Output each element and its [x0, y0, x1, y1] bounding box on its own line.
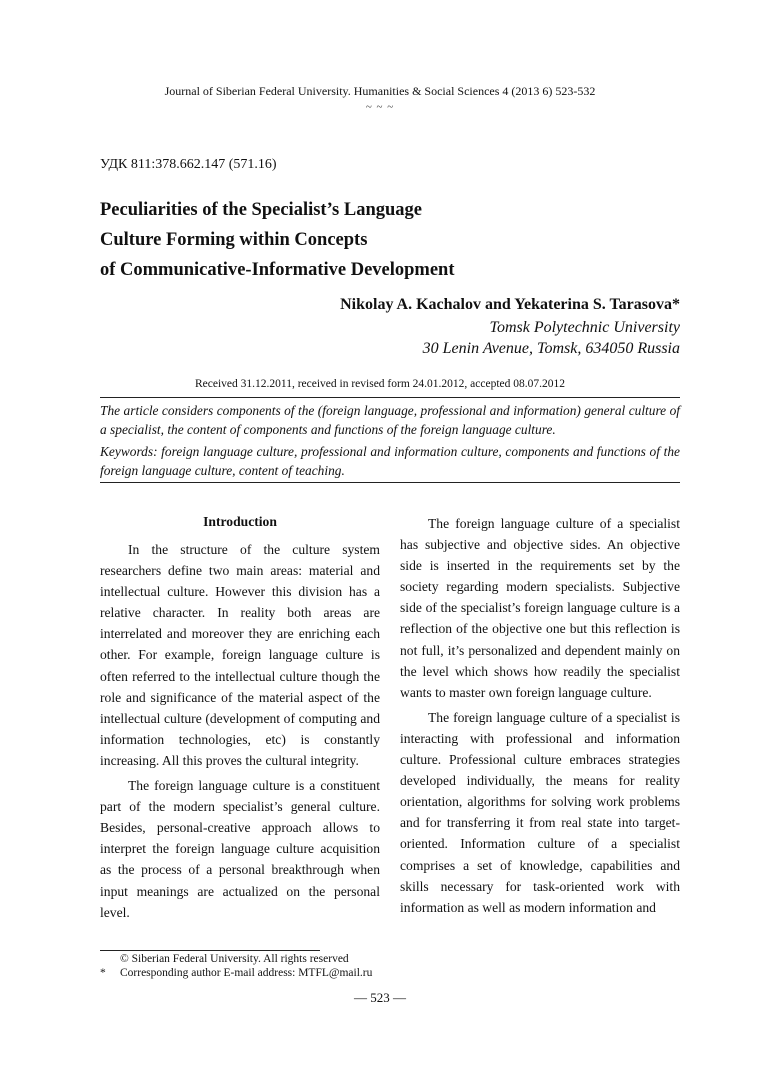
footnote-corresponding	[100, 967, 372, 979]
received-dates: Received 31.12.2011, received in revised form 24.01.2012, accepted 08.07.2012	[194, 378, 566, 390]
title-line: of Communicative-Informative Development	[100, 260, 455, 280]
title-line: Peculiarities of the Specialist’s Language	[100, 200, 423, 220]
footnote-star: *	[100, 967, 106, 979]
affiliation-address: 30 Lenin Avenue, Tomsk, 634050 Russia	[422, 340, 680, 357]
udk-code: УДК 811:378.662.147 (571.16)	[100, 157, 277, 172]
corresponding-text: Corresponding author E-mail address: MTFL@mail.ru	[120, 967, 373, 979]
right-column	[400, 513, 680, 922]
page-number: — 523 —	[354, 990, 406, 1005]
footnote-copyright	[100, 953, 349, 965]
affiliation	[423, 317, 680, 359]
footnote-divider	[100, 950, 320, 951]
paragraph: In the structure of the culture system researchers define two main areas: material and intellectual culture. However this division has a relative character. In reality both areas are interrelated and moreover they are enriching each other. For example, foreign language culture is often referred to the intellectual culture though the role and significance of the material aspect of the intellectual culture (development of computing and information technologies, etc) is constantly increasing. All this proves the cultural integrity.	[100, 542, 380, 768]
paragraph: The foreign language culture is a constituent part of the modern specialist’s general culture. Besides, personal-creative approach allows to interpret the foreign language culture acquisition as the process of a personal breakthrough when input meanings are actualized on the personal level.	[100, 778, 380, 920]
paragraph: The foreign language culture of a specialist is interacting with professional and information culture. Professional culture embraces strategies developed individually, the means for reality orientation, algorithms for solving work problems and for transferring it from real state into target-oriented. Information culture of a specialist comprises a set of knowledge, capabilities and skills necessary for task-oriented work with information as well as modern information and	[400, 709, 680, 915]
authors: Nikolay A. Kachalov and Yekaterina S. Tarasova*	[340, 296, 680, 313]
divider	[100, 397, 680, 398]
section-heading: Introduction	[203, 514, 277, 529]
abstract: The article considers components of the (foreign language, professional and information) general culture of a specialist, the content of components and functions of the foreign language culture.	[100, 403, 680, 437]
header-ornament: ~ ~ ~	[365, 101, 395, 113]
title-line: Culture Forming within Concepts	[100, 230, 368, 250]
left-column	[100, 513, 380, 927]
affiliation-institution: Tomsk Polytechnic University	[489, 319, 680, 336]
divider	[100, 482, 680, 483]
copyright-text: © Siberian Federal University. All rights reserved	[120, 953, 349, 965]
article-title	[100, 195, 620, 285]
journal-header: Journal of Siberian Federal University. Humanities & Social Sciences 4 (2013 6) 523-532	[164, 84, 596, 98]
paragraph: The foreign language culture of a specialist has subjective and objective sides. An objective side is inserted in the requirements set by the society regarding modern specialists. Subjective side of the specialist’s foreign language culture is a reflection of the objective one but this reflection is not full, it’s personalized and dependent mainly on the level which shows how readily the specialist wants to master own foreign language culture.	[400, 516, 680, 700]
keywords: Keywords: foreign language culture, professional and information culture, components and functions of the foreign language culture, content of teaching.	[100, 444, 680, 478]
